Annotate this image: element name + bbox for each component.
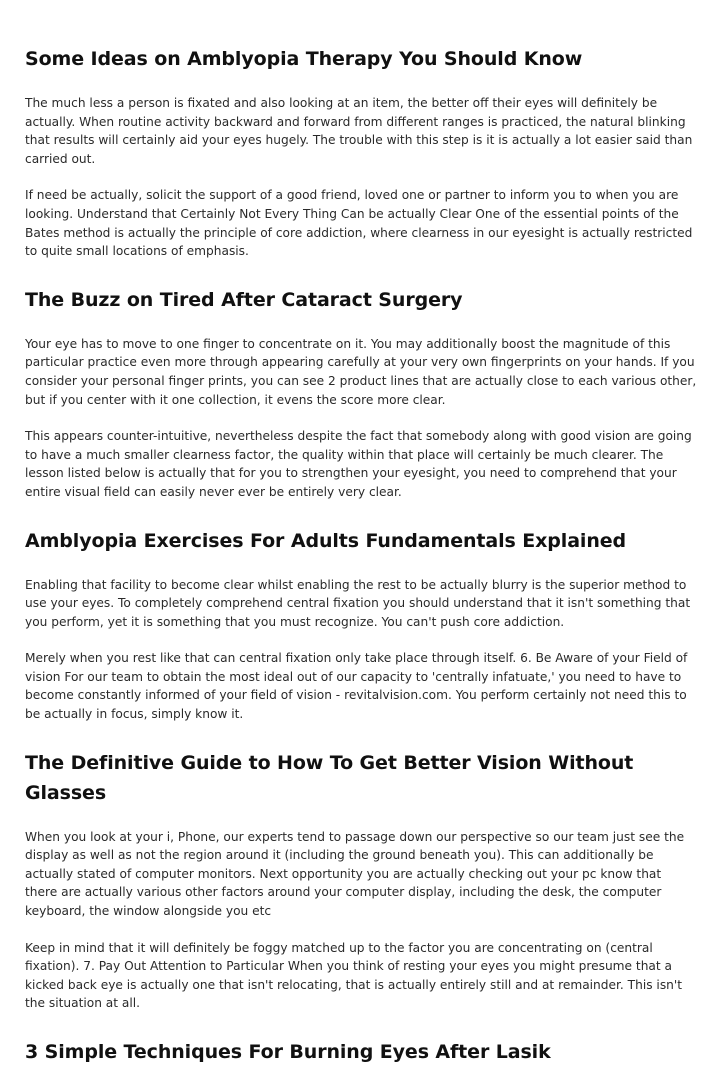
section-heading: 3 Simple Techniques For Burning Eyes After Lasik: [25, 1041, 551, 1063]
paragraph: Merely when you rest like that can central fixation only take place through itself. 6. Be Aware of your Field of vision For our team to obtain the most ideal out of our capacity to 'centrally infatuate,' you need to have to become constantly informed of your field of vision - revitalvision.com. You perform certainly not need this to be actually in focus, simply know it.: [25, 651, 688, 722]
section-heading: The Buzz on Tired After Cataract Surgery: [25, 288, 463, 311]
paragraph: When you look at your i, Phone, our experts tend to passage down our perspective so our team just see the display as well as not the region around it (including the ground beneath you). This can additionally be actually stated of computer monitors. Next opportunity you are actually checking out your pc know that there are actually various other factors around your computer display, including the desk, the computer keyboard, the window alongside you etc: [25, 829, 685, 919]
paragraph: This appears counter-intuitive, nevertheless despite the fact that somebody along with good vision are going to have a much smaller clearness factor, the quality within that place will certainly be much clearer. The lesson listed below is actually that for you to strengthen your eyesight, you need to comprehend that your entire visual field can easily never ever be entirely very clear.: [25, 429, 692, 499]
section-amblyopia-exercises: [25, 526, 697, 724]
article: [25, 44, 697, 1067]
section-better-vision-guide: [25, 748, 697, 1013]
paragraph: Keep in mind that it will definitely be foggy matched up to the factor you are concentrating on (central fixation). 7. Pay Out Attention to Particular When you think of resting your eyes you might presume that a kicked back eye is actually one that isn't relocating, that is actually entirely still and at remainder. This isn't the situation at all.: [25, 940, 683, 1011]
section-heading: Amblyopia Exercises For Adults Fundamentals Explained: [25, 529, 627, 552]
section-tired-after-cataract: [25, 285, 697, 502]
section-heading: Some Ideas on Amblyopia Therapy You Should Know: [25, 48, 583, 70]
section-burning-eyes-lasik: [25, 1037, 697, 1067]
paragraph: Your eye has to move to one finger to concentrate on it. You may additionally boost the magnitude of this particular practice even more through appearing carefully at your very own fingerprints on your hands. If you consider your personal finger prints, you can see 2 product lines that are actually close to each various other, but if you center with it one collection, it evens the score more clear.: [25, 336, 697, 407]
paragraph: The much less a person is fixated and also looking at an item, the better off their eyes will definitely be actually. When routine activity backward and forward from different ranges is practiced, the natural blinking that results will certainly aid your eyes hugely. The trouble with this step is it is actually a lot easier said than carried out.: [25, 96, 693, 166]
section-amblyopia-therapy: [25, 44, 697, 261]
paragraph: If need be actually, solicit the support of a good friend, loved one or partner to inform you to when you are looking. Understand that Certainly Not Every Thing Can be actually Clear One of the essential points of the Bates method is actually the principle of core addiction, where clearness in our eyesight is actually restricted to quite small locations of emphasis.: [25, 188, 693, 259]
paragraph: Enabling that facility to become clear whilst enabling the rest to be actually blurry is the superior method to use your eyes. To completely comprehend central fixation you should understand that it isn't something that you perform, yet it is something that you must recognize. You can't push core addiction.: [25, 577, 691, 629]
section-heading: The Definitive Guide to How To Get Better Vision Without Glasses: [25, 751, 634, 804]
